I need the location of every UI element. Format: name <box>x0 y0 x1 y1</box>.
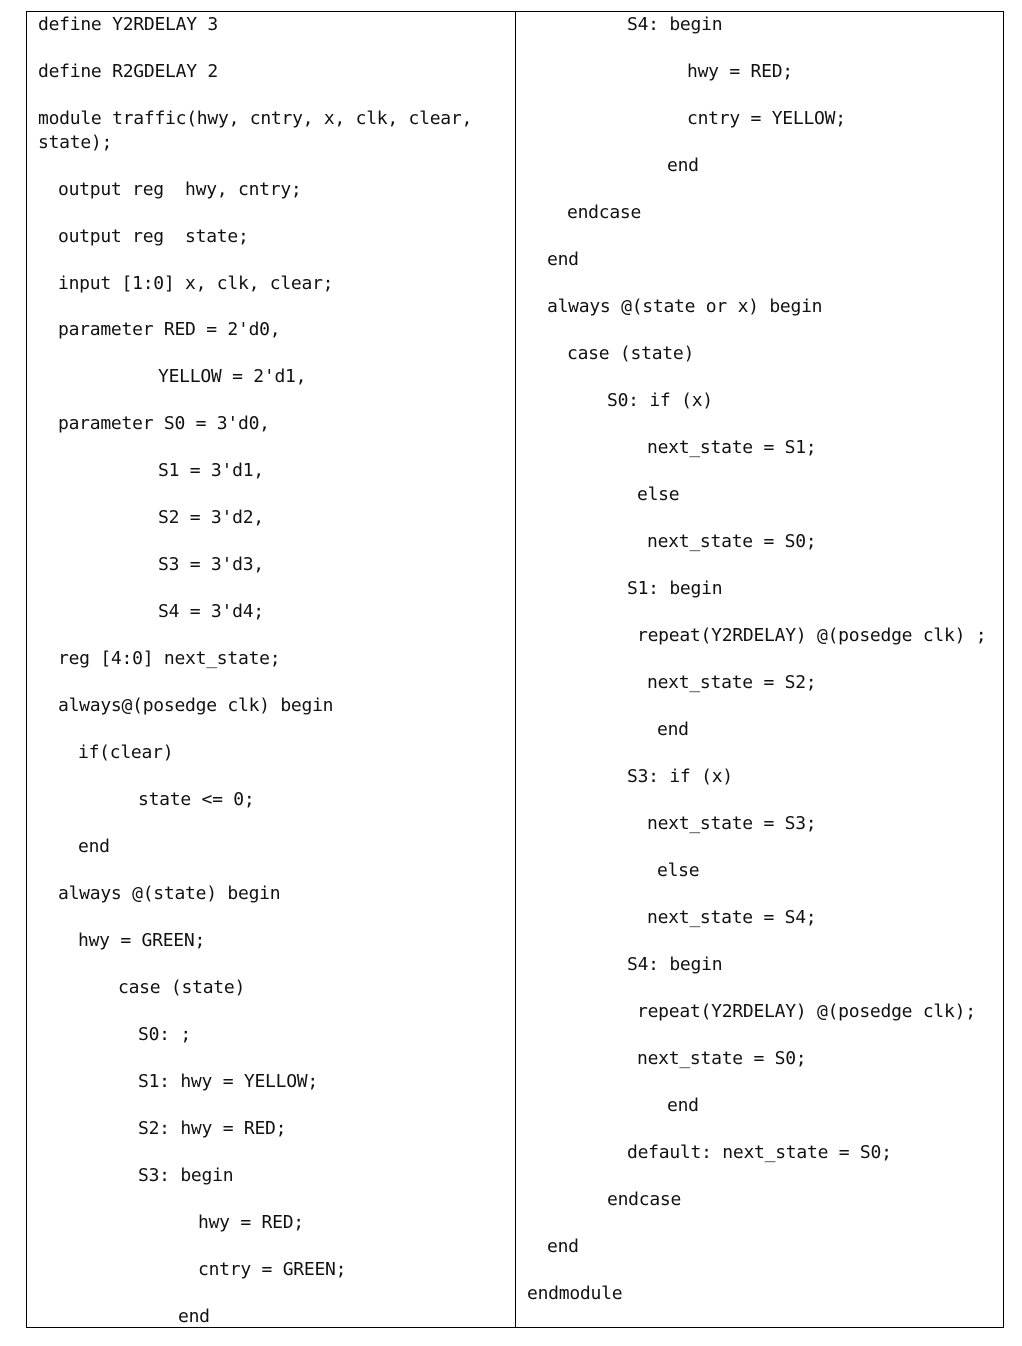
code-line: S4: begin <box>627 14 723 35</box>
code-line: end <box>667 155 699 176</box>
code-line: hwy = RED; <box>198 1212 304 1233</box>
code-line: repeat(Y2RDELAY) @(posedge clk) ; <box>637 625 987 646</box>
code-line: S3 = 3'd3, <box>158 554 264 575</box>
code-line: always@(posedge clk) begin <box>58 695 334 716</box>
code-line: S0: ; <box>138 1024 191 1045</box>
code-line: case (state) <box>118 977 246 998</box>
code-line: default: next_state = S0; <box>627 1142 892 1163</box>
code-line: S1: hwy = YELLOW; <box>138 1071 318 1092</box>
code-line: end <box>547 1236 579 1257</box>
code-line: S4: begin <box>627 954 723 975</box>
code-line: end <box>547 249 579 270</box>
code-line: S1: begin <box>627 578 723 599</box>
code-line: state); <box>38 132 113 153</box>
code-line: S2 = 3'd2, <box>158 507 264 528</box>
code-line: reg [4:0] next_state; <box>58 648 281 669</box>
code-line: endcase <box>567 202 642 223</box>
left-code-column <box>27 12 515 1327</box>
code-line: end <box>657 719 689 740</box>
code-line: next_state = S0; <box>647 531 817 552</box>
code-line: define R2GDELAY 2 <box>38 61 218 82</box>
code-line: parameter RED = 2'd0, <box>58 319 281 340</box>
code-line: endcase <box>607 1189 682 1210</box>
code-line: if(clear) <box>78 742 174 763</box>
code-line: module traffic(hwy, cntry, x, clk, clear, <box>38 108 473 129</box>
code-line: next_state = S1; <box>647 437 817 458</box>
code-line: always @(state or x) begin <box>547 296 823 317</box>
code-line: output reg hwy, cntry; <box>58 179 302 200</box>
right-code-column <box>516 12 1003 1327</box>
code-line: end <box>667 1095 699 1116</box>
code-line: else <box>657 860 700 881</box>
code-line: else <box>637 484 680 505</box>
code-line: next_state = S0; <box>637 1048 807 1069</box>
code-line: S3: if (x) <box>627 766 733 787</box>
code-line: state <= 0; <box>138 789 255 810</box>
code-line: S2: hwy = RED; <box>138 1118 287 1139</box>
code-line: cntry = GREEN; <box>198 1259 347 1280</box>
code-line: S1 = 3'd1, <box>158 460 264 481</box>
code-line: next_state = S3; <box>647 813 817 834</box>
code-line: parameter S0 = 3'd0, <box>58 413 270 434</box>
code-line: output reg state; <box>58 226 249 247</box>
code-line: S0: if (x) <box>607 390 713 411</box>
code-line: S3: begin <box>138 1165 234 1186</box>
code-line: cntry = YELLOW; <box>687 108 846 129</box>
code-line: always @(state) begin <box>58 883 281 904</box>
code-line: endmodule <box>527 1283 623 1304</box>
code-line: next_state = S4; <box>647 907 817 928</box>
verilog-code-table <box>26 11 1004 1328</box>
code-line: case (state) <box>567 343 695 364</box>
code-line: input [1:0] x, clk, clear; <box>58 273 334 294</box>
code-line: S4 = 3'd4; <box>158 601 264 622</box>
code-line: define Y2RDELAY 3 <box>38 14 218 35</box>
code-line: YELLOW = 2'd1, <box>158 366 307 387</box>
code-line: hwy = RED; <box>687 61 793 82</box>
code-line: next_state = S2; <box>647 672 817 693</box>
code-line: end <box>178 1306 210 1327</box>
code-line: repeat(Y2RDELAY) @(posedge clk); <box>637 1001 976 1022</box>
code-line: end <box>78 836 110 857</box>
code-line: hwy = GREEN; <box>78 930 206 951</box>
